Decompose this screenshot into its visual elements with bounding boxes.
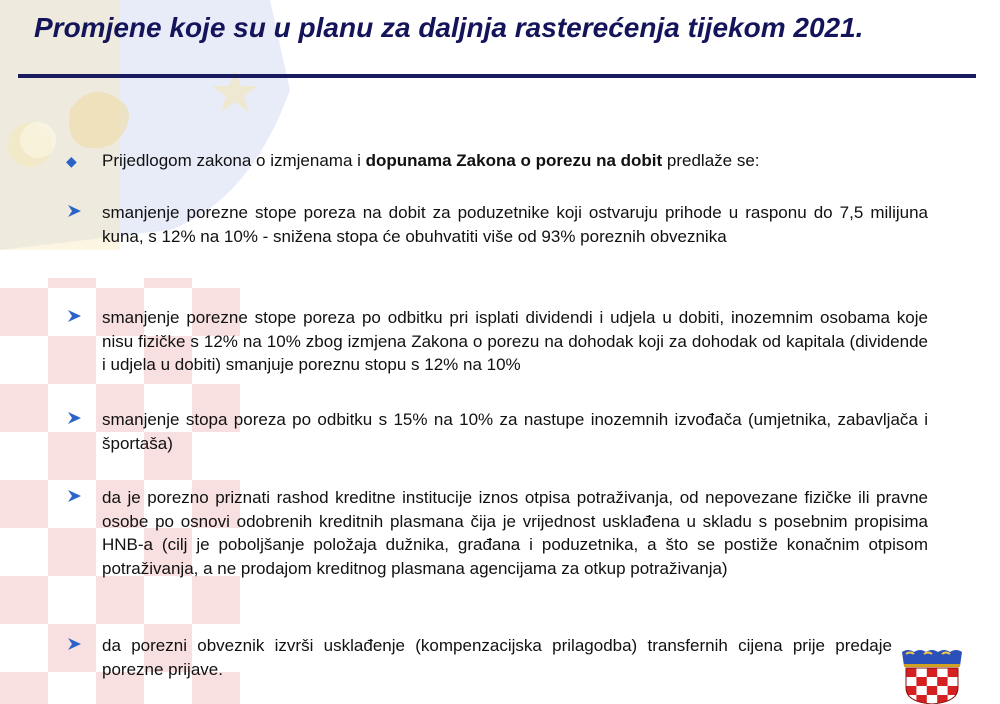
list-item-text: smanjenje stopa poreza po odbitku s 15% na 10% za nastupe inozemnih izvođača (umjetnika, zabavljača i športaša)	[102, 410, 928, 453]
arrow-right-icon	[66, 410, 84, 426]
diamond-icon: ◆	[66, 153, 77, 169]
intro-text-before: Prijedlogom zakona o izmjenama i	[102, 151, 366, 170]
croatian-coat-of-arms-icon	[896, 648, 968, 704]
arrow-right-icon	[66, 488, 84, 504]
list-item-text: smanjenje porezne stope poreza po odbitku pri isplati dividendi i udjela u dobiti, inozemnim osobama koje nisu fizičke s 12% na 10% zbog izmjena Zakona o porezu na dohodak koji za dohodak od kapitala (dividende i udjela u dobiti) smanjuje poreznu stopu s 12% na 10%	[102, 308, 928, 374]
title-divider	[18, 74, 976, 78]
list-item-text: da porezni obveznik izvrši usklađenje (kompenzacijska prilagodba) transfernih cijena prije predaje porezne prijave.	[102, 636, 892, 679]
intro-text-after: predlaže se:	[662, 151, 760, 170]
list-item-text: da je porezno priznati rashod kreditne institucije iznos otpisa potraživanja, od nepovezane fizičke ili pravne osobe po osnovi odobrenih kreditnih plasmana čija je vrijednost usklađena u skladu s posebnim propisima HNB-a (cilj je poboljšanje položaja dužnika, građana i poduzetnika, a što se postiže konačnim otpisom potraživanja, a ne prodajom kreditnog plasmana agencijama za otkup potraživanja)	[102, 488, 928, 578]
intro-text-bold: dopunama Zakona o porezu na dobit	[365, 151, 663, 170]
list-item-text: smanjenje porezne stope poreza na dobit za poduzetnike koji ostvaruju prihode u rasponu do 7,5 milijuna kuna, s 12% na 10% - snižena stopa će obuhvatiti više od 93% poreznih obveznika	[102, 203, 928, 246]
slide-title: Promjene koje su u planu za daljnja rasterećenja tijekom 2021.	[34, 12, 864, 43]
arrow-right-icon	[66, 308, 84, 324]
arrow-right-icon	[66, 203, 84, 219]
arrow-right-icon	[66, 636, 84, 652]
